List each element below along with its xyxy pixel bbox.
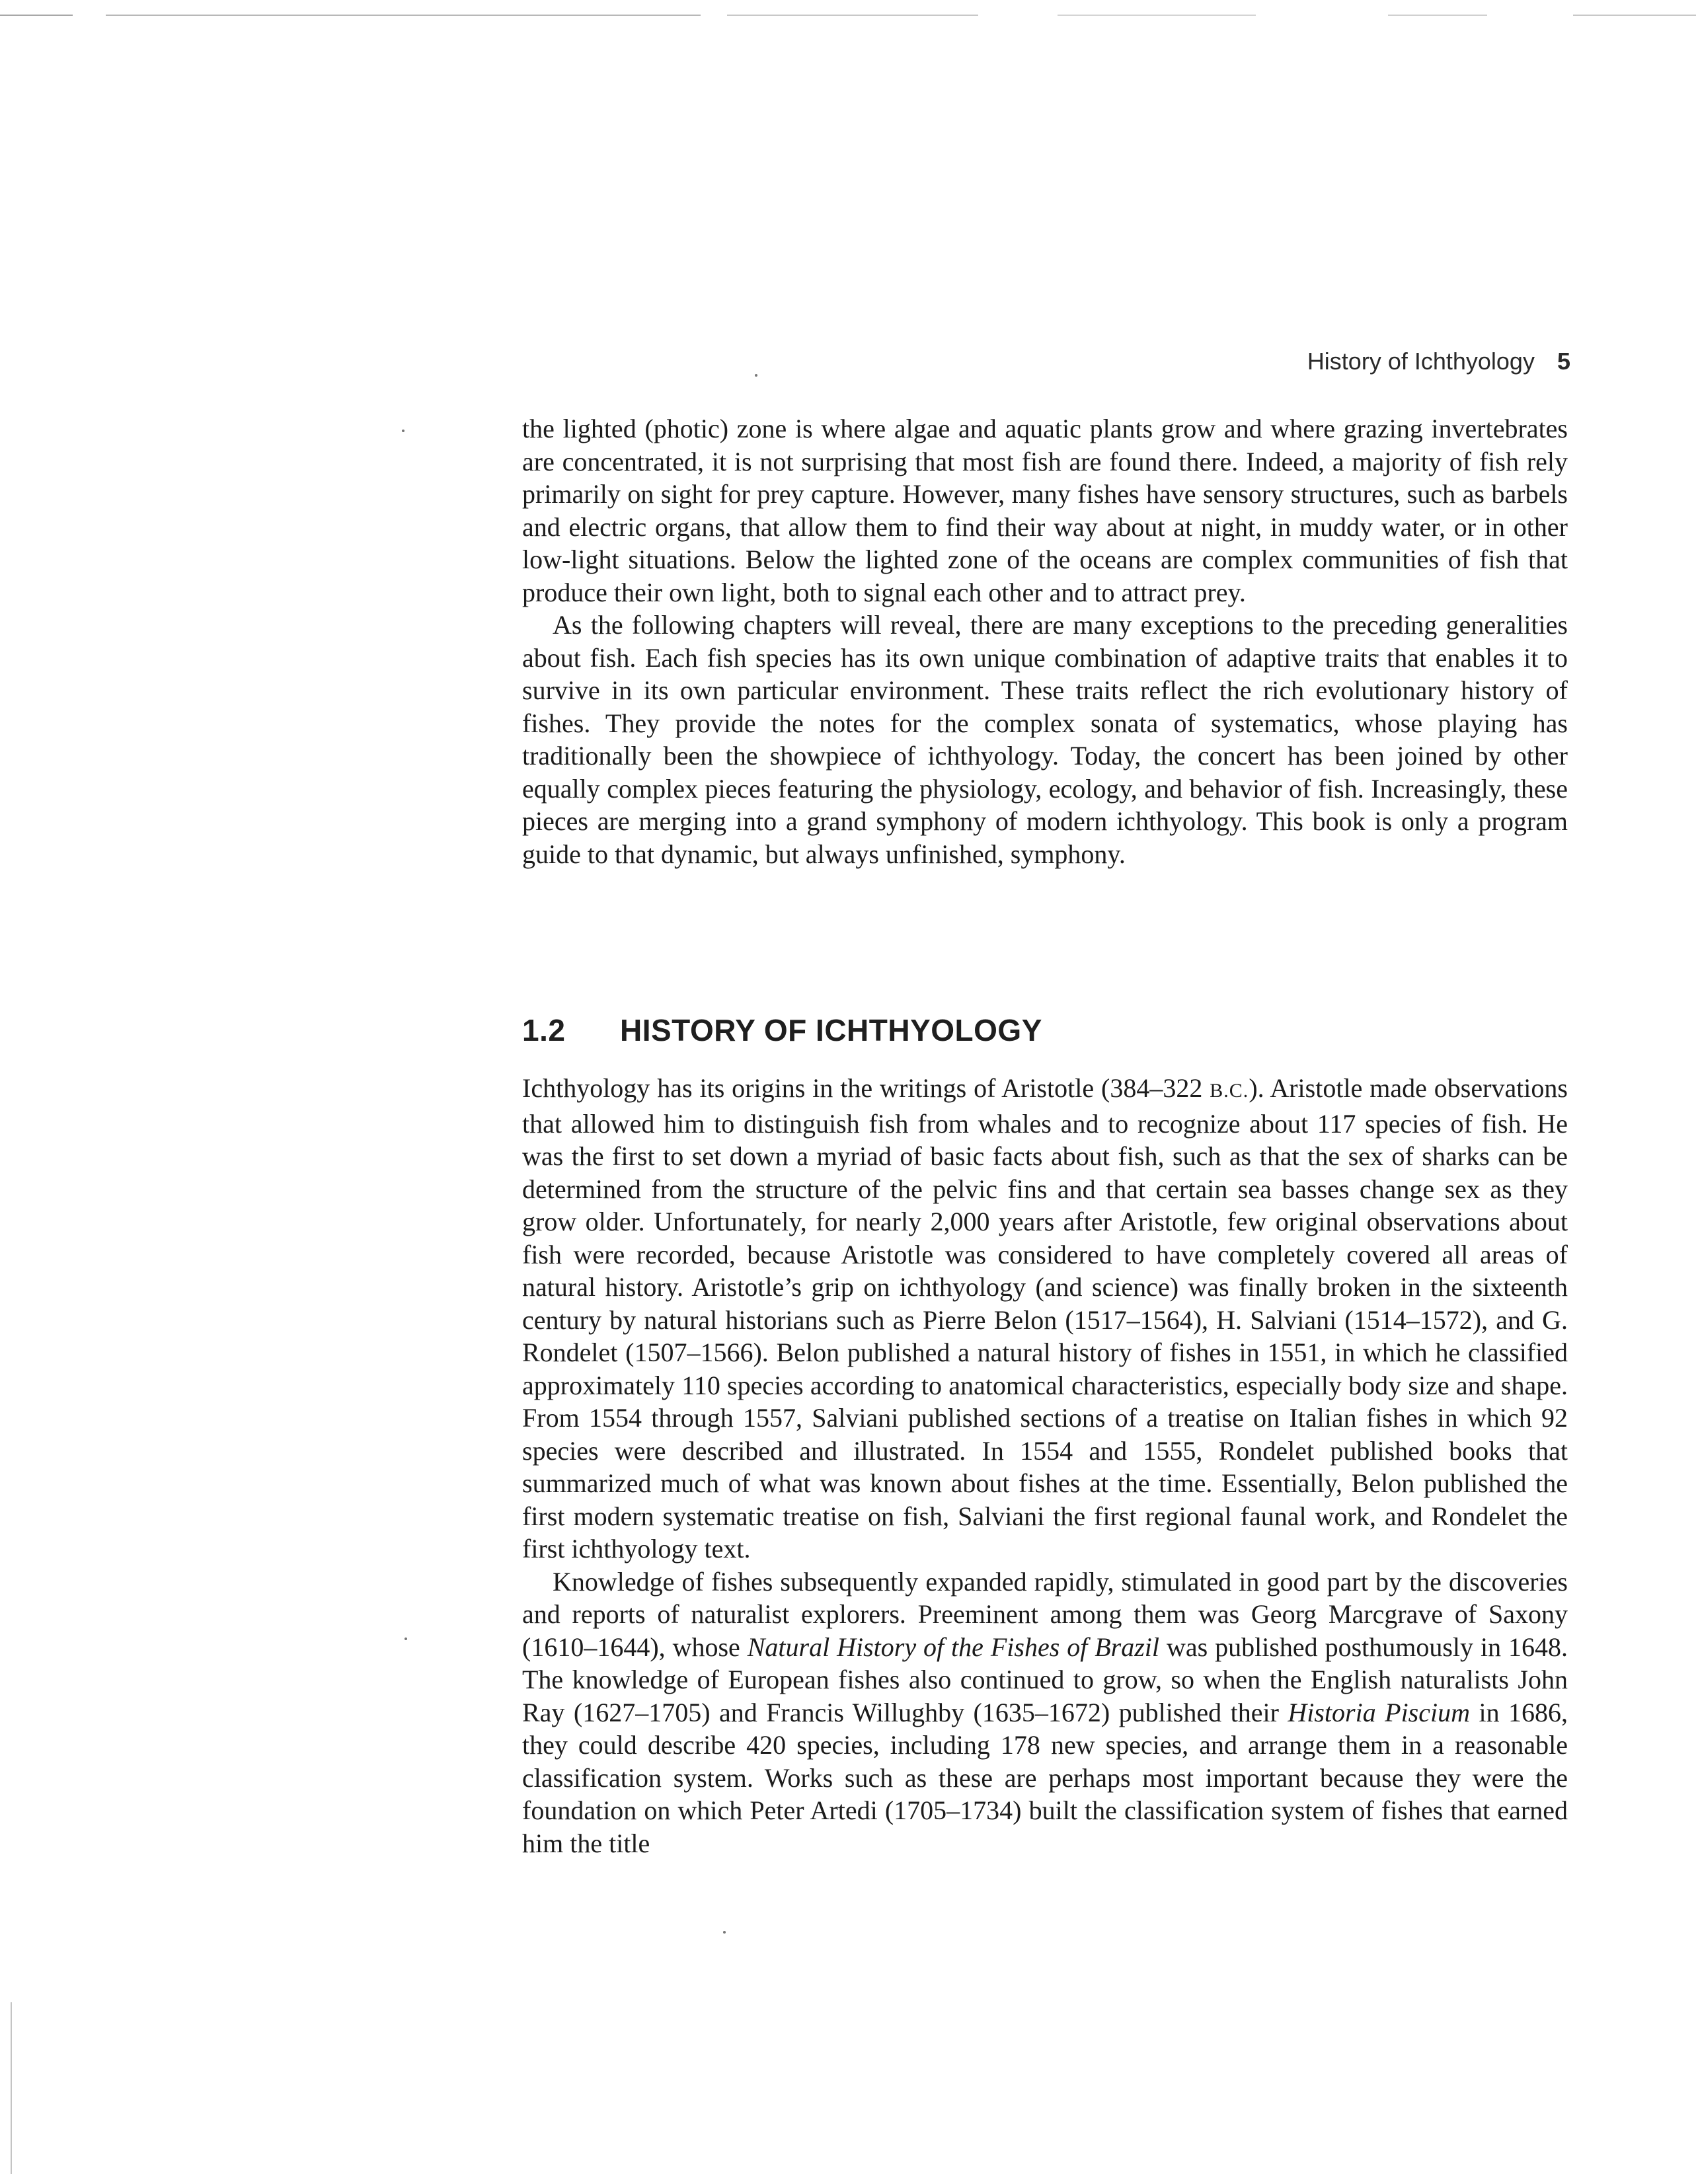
book-title: Natural History of the Fishes of Brazil (747, 1632, 1160, 1662)
intro-text-block (522, 412, 1568, 870)
scan-speck (405, 1638, 407, 1640)
paragraph-text: ). Aristotle made observations that allowed him to distinguish fish from whales and to recognize about 117 species of fish. He was the first to set down a myriad of basic facts about fish, such as that the sex of sharks can be determined from the structure of the pelvic fins and that certain sea basses change sex as they grow older. Unfortunately, for nearly 2,000 years after Aristotle, few original observations about fish were recorded, because Aristotle was considered to have completely covered all areas of natural history. Aristotle’s grip on ichthyology (and science) was finally broken in the sixteenth century by natural historians such as Pierre Belon (1517–1564), H. Salviani (1514–1572), and G. Rondelet (1507–1566). Belon published a natural history of fishes in 1551, in which he classified approximately 110 species according to anatomical characteristics, especially body size and shape. From 1554 through 1557, Salviani published sections of a treatise on Italian fishes in which 92 species were described and illustrated. In 1554 and 1555, Rondelet published books that summarized much of what was known about fishes at the time. Essentially, Belon published the first modern systematic treatise on fish, Salviani the first regional faunal work, and Rondelet the first ichthyology text. (522, 1073, 1568, 1563)
paragraph-text: Ichthyology has its origins in the writings of Aristotle (384–322 (522, 1073, 1210, 1103)
scan-edge-line (1058, 15, 1256, 16)
body-paragraph: the lighted (photic) zone is where algae and aquatic plants grow and where grazing invertebrates are concentrated, it is not surprising that most fish are found there. Indeed, a majority of fish rely primarily on sight for prey capture. However, many fishes have sensory structures, such as barbels and electric organs, that allow them to find their way about at night, in muddy water, or in other low-light situations. Below the lighted zone of the oceans are complex communities of fish that produce their own light, both to signal each other and to attract prey. (522, 414, 1568, 607)
paragraph-text: in 1686, they could describe 420 species, including 178 new species, and arrange them in a reasonable classification system. Works such as these are perhaps most important because they were the foundation on which Peter Artedi (1705–1734) built the classification system of fishes that earned him the title (522, 1697, 1568, 1858)
book-title: Historia Piscium (1288, 1697, 1471, 1727)
body-paragraph (522, 1072, 1568, 1565)
running-head (1307, 348, 1570, 375)
scan-edge-line (106, 15, 701, 16)
body-paragraph (522, 1565, 1568, 1860)
scan-edge-line (11, 2002, 12, 2174)
section-title: HISTORY OF ICHTHYOLOGY (620, 1013, 1042, 1047)
scan-edge-line (727, 15, 978, 16)
history-text-block (522, 1072, 1568, 1860)
page-number: 5 (1557, 348, 1570, 375)
running-head-title: History of Ichthyology (1307, 348, 1535, 375)
scan-speck (402, 430, 405, 432)
scan-edge-line (1573, 15, 1696, 16)
paragraph-text: Knowledge of fishes subsequently expanded rapidly, stimulated in good part by the discoveries and reports of naturalist explorers. Preeminent among them was Georg Marcgrave of Saxony (1610–1644), whose (522, 1566, 1568, 1662)
body-paragraph: As the following chapters will reveal, there are many exceptions to the preceding generalities about fish. Each fish species has its own unique combination of adaptive traits that enables it to survive in its own particular environment. These traits reflect the rich evolutionary history of fishes. They provide the notes for the complex sonata of systematics, whose playing has traditionally been the showpiece of ichthyology. Today, the concert has been joined by other equally complex pieces featuring the physiology, ecology, and behavior of fish. Increasingly, these pieces are merging into a grand symphony of modern ichthyology. This book is only a program guide to that dynamic, but always unfinished, symphony. (522, 610, 1568, 869)
scan-speck (723, 1931, 726, 1934)
scan-speck (755, 374, 757, 377)
section-number: 1.2 (522, 1013, 566, 1047)
section-heading (522, 1012, 1042, 1048)
era-label: B.C. (1210, 1080, 1249, 1102)
paragraph-text: was published posthumously in 1648. The knowledge of European fishes also continued to grow, so when the English naturalists John Ray (1627–1705) and Francis Willughby (1635–1672) published their (522, 1632, 1568, 1727)
scan-edge-line (1388, 15, 1487, 16)
scan-edge-line (0, 15, 73, 16)
